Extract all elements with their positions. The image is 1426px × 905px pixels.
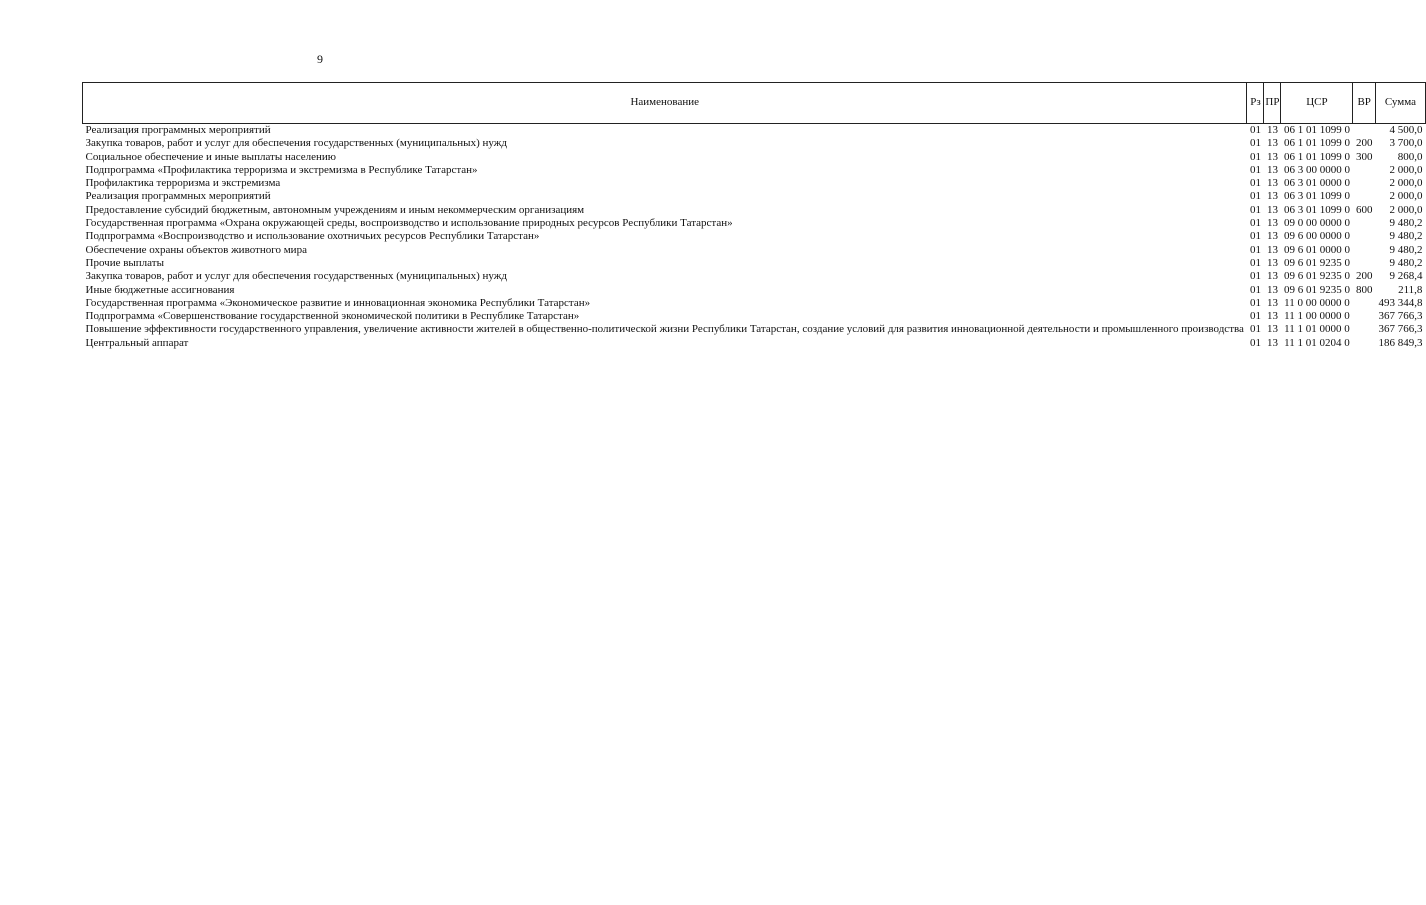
row-rz: 01 bbox=[1249, 217, 1261, 230]
table-row bbox=[83, 217, 1426, 230]
row-sum: 9 480,2 bbox=[1389, 256, 1423, 269]
row-csr: 11 0 00 0000 0 bbox=[1284, 296, 1350, 309]
row-csr: 06 3 01 1099 0 bbox=[1283, 203, 1350, 216]
row-pr: 13 bbox=[1266, 243, 1278, 256]
row-pr: 13 bbox=[1266, 177, 1278, 190]
header-pr: ПР bbox=[1264, 83, 1281, 124]
row-rz: 01 bbox=[1249, 243, 1261, 256]
row-sum: 2 000,0 bbox=[1389, 203, 1423, 216]
table-row bbox=[83, 257, 1426, 270]
table-row bbox=[83, 270, 1426, 283]
row-vr bbox=[1353, 257, 1376, 270]
row-csr: 09 6 01 0000 0 bbox=[1283, 243, 1350, 256]
header-rz: Рз bbox=[1247, 83, 1264, 124]
row-sum: 367 766,3 bbox=[1378, 323, 1423, 336]
row-rz: 01 bbox=[1249, 163, 1261, 176]
row-vr bbox=[1353, 217, 1376, 230]
row-vr bbox=[1353, 230, 1376, 243]
header-vr: ВР bbox=[1353, 83, 1376, 124]
row-csr: 11 1 01 0000 0 bbox=[1284, 323, 1350, 336]
table-row bbox=[83, 323, 1426, 336]
row-vr bbox=[1353, 177, 1376, 190]
row-vr: 300 bbox=[1355, 150, 1373, 163]
row-pr: 13 bbox=[1266, 230, 1278, 243]
row-rz: 01 bbox=[1249, 177, 1261, 190]
row-csr: 06 3 00 0000 0 bbox=[1283, 163, 1350, 176]
row-sum: 2 000,0 bbox=[1389, 163, 1423, 176]
budget-table bbox=[82, 82, 1426, 350]
row-pr: 13 bbox=[1266, 256, 1278, 269]
row-name: Реализация программных мероприятий bbox=[85, 124, 271, 136]
row-name: Социальное обеспечение и иные выплаты населению bbox=[85, 150, 337, 163]
table-row bbox=[83, 337, 1426, 350]
row-vr bbox=[1353, 323, 1376, 336]
row-sum: 186 849,3 bbox=[1378, 336, 1423, 349]
table-row bbox=[83, 230, 1426, 243]
row-name: Государственная программа «Охрана окружающей среды, воспроизводство и использование природных ресурсов Республики Татарстан» bbox=[85, 217, 733, 230]
row-pr: 13 bbox=[1266, 163, 1278, 176]
row-name: Подпрограмма «Воспроизводство и использование охотничьих ресурсов Республики Татарстан» bbox=[85, 230, 540, 243]
row-rz: 01 bbox=[1249, 256, 1261, 269]
row-sum: 2 000,0 bbox=[1389, 190, 1423, 203]
row-pr: 13 bbox=[1266, 270, 1278, 283]
table-row bbox=[83, 177, 1426, 190]
header-name: Наименование bbox=[83, 83, 1247, 124]
row-name: Подпрограмма «Совершенствование государственной экономической политики в Республике Татарстан» bbox=[85, 310, 580, 323]
row-csr: 06 3 01 1099 0 bbox=[1283, 190, 1350, 203]
table-row bbox=[83, 297, 1426, 310]
row-vr: 600 bbox=[1355, 203, 1373, 216]
row-rz: 01 bbox=[1249, 124, 1261, 136]
row-csr: 06 1 01 1099 0 bbox=[1283, 137, 1350, 150]
row-name: Закупка товаров, работ и услуг для обеспечения государственных (муниципальных) нужд bbox=[85, 270, 507, 283]
row-vr bbox=[1353, 244, 1376, 257]
row-sum: 4 500,0 bbox=[1389, 124, 1423, 136]
row-csr: 11 1 00 0000 0 bbox=[1284, 310, 1350, 323]
row-name: Закупка товаров, работ и услуг для обеспечения государственных (муниципальных) нужд bbox=[85, 137, 507, 150]
table-row bbox=[83, 244, 1426, 257]
row-vr bbox=[1353, 310, 1376, 323]
row-sum: 9 480,2 bbox=[1389, 230, 1423, 243]
table-row bbox=[83, 164, 1426, 177]
row-name: Прочие выплаты bbox=[85, 256, 164, 269]
row-csr: 06 3 01 0000 0 bbox=[1283, 177, 1350, 190]
row-rz: 01 bbox=[1249, 190, 1261, 203]
row-rz: 01 bbox=[1249, 310, 1261, 323]
row-rz: 01 bbox=[1249, 270, 1261, 283]
row-rz: 01 bbox=[1249, 336, 1261, 349]
row-sum: 3 700,0 bbox=[1389, 137, 1423, 150]
row-rz: 01 bbox=[1249, 296, 1261, 309]
row-csr: 09 6 01 9235 0 bbox=[1283, 256, 1350, 269]
row-name: Реализация программных мероприятий bbox=[85, 190, 271, 203]
row-vr: 200 bbox=[1355, 270, 1373, 283]
row-csr: 06 1 01 1099 0 bbox=[1283, 150, 1350, 163]
row-name: Повышение эффективности государственного управления, увеличение активности жителей в общественно-политической жизни Республики Татарстан, создание условий для развития инновационной деятельности и промышленного производства bbox=[85, 323, 1244, 336]
row-sum: 493 344,8 bbox=[1378, 296, 1423, 309]
row-name: Обеспечение охраны объектов животного мира bbox=[85, 243, 307, 256]
table-row bbox=[83, 151, 1426, 164]
row-vr bbox=[1353, 297, 1376, 310]
row-rz: 01 bbox=[1249, 137, 1261, 150]
row-vr bbox=[1353, 164, 1376, 177]
row-vr bbox=[1353, 124, 1376, 138]
row-name: Подпрограмма «Профилактика терроризма и экстремизма в Республике Татарстан» bbox=[85, 163, 478, 176]
row-rz: 01 bbox=[1249, 230, 1261, 243]
row-pr: 13 bbox=[1266, 203, 1278, 216]
row-pr: 13 bbox=[1266, 283, 1278, 296]
header-csr: ЦСР bbox=[1281, 83, 1353, 124]
row-sum: 9 480,2 bbox=[1389, 243, 1423, 256]
row-name: Центральный аппарат bbox=[85, 336, 189, 349]
row-sum: 367 766,3 bbox=[1378, 310, 1423, 323]
header-sum: Сумма bbox=[1375, 83, 1425, 124]
row-sum: 9 268,4 bbox=[1389, 270, 1423, 283]
table-row bbox=[83, 284, 1426, 297]
row-sum: 9 480,2 bbox=[1389, 217, 1423, 230]
row-name: Профилактика терроризма и экстремизма bbox=[85, 177, 281, 190]
row-sum: 2 000,0 bbox=[1389, 177, 1423, 190]
row-csr: 06 1 01 1099 0 bbox=[1283, 124, 1350, 136]
row-pr: 13 bbox=[1266, 336, 1278, 349]
row-vr bbox=[1353, 337, 1376, 350]
row-vr: 800 bbox=[1355, 283, 1373, 296]
table-row bbox=[83, 137, 1426, 150]
table-header-row bbox=[83, 83, 1426, 124]
row-name: Государственная программа «Экономическое развитие и инновационная экономика Республики Татарстан» bbox=[85, 296, 591, 309]
table-row bbox=[83, 310, 1426, 323]
row-csr: 09 6 01 9235 0 bbox=[1283, 283, 1350, 296]
row-vr: 200 bbox=[1355, 137, 1373, 150]
row-sum: 800,0 bbox=[1397, 150, 1423, 163]
row-pr: 13 bbox=[1266, 296, 1278, 309]
row-rz: 01 bbox=[1249, 323, 1261, 336]
table-row bbox=[83, 204, 1426, 217]
row-vr bbox=[1353, 190, 1376, 203]
row-name: Иные бюджетные ассигнования bbox=[85, 283, 235, 296]
row-csr: 09 0 00 0000 0 bbox=[1283, 217, 1350, 230]
row-rz: 01 bbox=[1249, 203, 1261, 216]
row-rz: 01 bbox=[1249, 283, 1261, 296]
row-csr: 09 6 01 9235 0 bbox=[1283, 270, 1350, 283]
row-csr: 09 6 00 0000 0 bbox=[1283, 230, 1350, 243]
row-pr: 13 bbox=[1266, 323, 1278, 336]
row-pr: 13 bbox=[1266, 124, 1278, 136]
row-pr: 13 bbox=[1266, 137, 1278, 150]
row-pr: 13 bbox=[1266, 190, 1278, 203]
row-pr: 13 bbox=[1266, 150, 1278, 163]
page-number: 9 bbox=[317, 52, 323, 66]
row-name: Предоставление субсидий бюджетным, автономным учреждениям и иным некоммерческим организациям bbox=[85, 203, 585, 216]
row-pr: 13 bbox=[1266, 217, 1278, 230]
row-rz: 01 bbox=[1249, 150, 1261, 163]
table-row bbox=[83, 124, 1426, 138]
row-pr: 13 bbox=[1266, 310, 1278, 323]
table-row bbox=[83, 190, 1426, 203]
row-sum: 211,8 bbox=[1398, 283, 1423, 296]
table-body bbox=[83, 124, 1426, 351]
row-csr: 11 1 01 0204 0 bbox=[1284, 336, 1350, 349]
